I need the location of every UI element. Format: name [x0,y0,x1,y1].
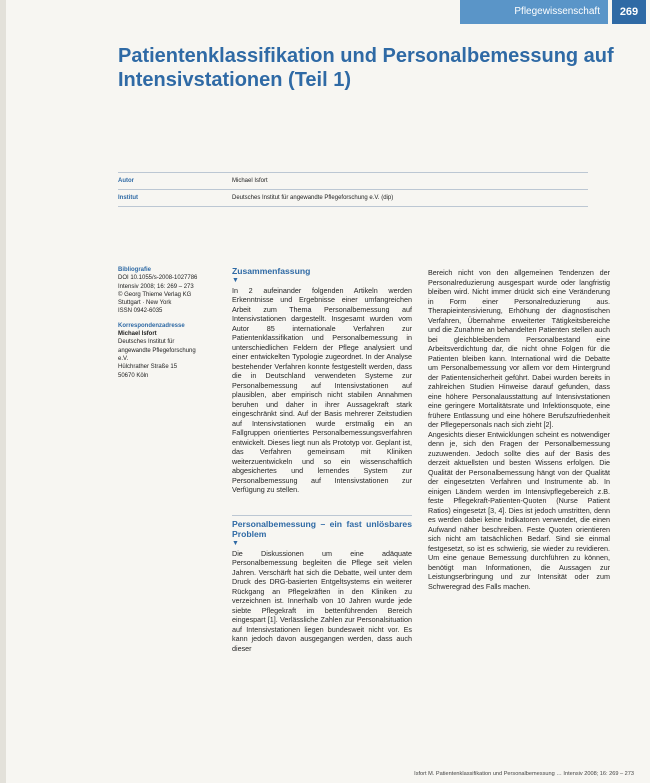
section-rule [232,515,412,516]
bibliography-heading: Bibliografie [118,267,152,273]
institute-value: Deutsches Institut für angewandte Pflegeforschung e.V. (dip) [232,195,394,201]
body-paragraph: Bereich nicht von den allgemeinen Tendenzen der Personalreduzierung ausgespart wurde oder langfristig bleiben wird. Nicht immer drückt sich eine Veränderung in Form einer Personalreduzierung aus. Therapieintensivierung, Erhöhung der diagnostischen Verfahren, Übernahme erweiterter Tätigkeitsbereiche und die Zunahme an behandelten Patienten stellen auch bei gleichbleibendem Personalbestand eine Arbeitsverdichtung dar, die nicht ohne Folgen für die Patienten bleiben kann. International wird die Debatte um Personalbemessung vor allem vor dem Hintergrund der Patientensicherheit geführt. Dabei wurden bereits in zahlreichen Studien Hinweise darauf gefunden, dass eine höhere Personalausstattung auf Intensivstationen eine geringere Mortalitätsrate und Infektionsquote, eine frühere Entlassung und eine höhere Berufszufriedenheit der Pflegepersonals nach sich zieht [2]. [428,268,610,429]
citation-footer: Isfort M. Patientenklassifikation und Personalbemessung … Intensiv 2008; 16: 269 – 273 [414,771,634,777]
triangle-marker-icon: ▼ [232,276,239,284]
summary-paragraph: In 2 aufeinander folgenden Artikeln werden Erkenntnisse und Ergebnisse einer umfangreichen Arbeit zum Thema Personalbemessung auf Intensivstationen dargestellt. Insgesamt wurden vom Autor 85 internationale Verfahren zur Patientenklassifikation und Personalbemessung in unterschiedlichen Feldern der Pflege analysiert und einer entwickelten Typologie zugeordnet. In der Analyse bestehender Verfahren konnte festgestellt werden, dass die in Deutschland verwendeten Systeme zur Personalbemessung auf Intensivstationen auf plausiblen, aber empirisch nicht stabilen Annahmen beruhen und daher in ihrer Aussagekraft stark eingeschränkt sind. Auf der Basis mehrerer Zeitstudien auf Intensivstationen wurde erstmalig ein an Fallgruppen orientiertes Personalbemessungsverfahren entwickelt. Dieses liegt nun als Prototyp vor. Geplant ist, das Verfahren gemeinsam mit Kliniken weiterzuentwickeln und so ein wissenschaftlich abgesichertes und lernendes System zur Personalbemessung auf Intensivstationen zur Verfügung zu stellen. [232,285,412,494]
correspondence-name: Michael Isfort [118,331,157,338]
author-label: Autor [118,178,134,184]
bibliography-line: Intensiv 2008; 16: 269 – 273 [118,283,194,290]
page-number: 269 [612,0,646,24]
bibliography-line: © Georg Thieme Verlag KG [118,291,192,298]
staffing-heading: Personalbemessung – ein fast unlösbares Problem [232,518,412,539]
section-header-bar [460,0,608,24]
bibliography-line: ISSN 0942-6035 [118,308,163,315]
correspondence-line: e.V. [118,355,129,362]
page-edge [0,0,6,783]
correspondence-line: 50670 Köln [118,372,149,379]
section-label: Pflegewissenschaft [514,6,600,17]
meta-top-rule [118,172,588,173]
text-column-1 [232,266,412,653]
summary-heading: Zusammenfassung [232,266,311,276]
triangle-marker-icon: ▼ [232,539,239,547]
meta-mid-rule [118,189,588,190]
correspondence-heading: Korrespondenzadresse [118,322,185,329]
article-sidebar [118,266,218,380]
body-paragraph: Angesichts dieser Entwicklungen scheint es notwendiger denn je, sich den Fragen der Personalbemessung zuzuwenden. Jedoch sollte dies auf der Basis des derzeit aktuellsten und besten Wissens erfolgen. Die Qualität der Personalbemessung hängt von der Qualität der eingesetzten Verfahren und Instrumente ab. In einigen Ländern werden im Intensivpflegebereich z.B. feste Pflegekraft-Patienten-Quoten (Nurse Patient Ratios) eingesetzt [3, 4]. Dies ist jedoch umstritten, denn es werden dabei keine Indikatoren verwendet, die einen Aufwand näher beschreiben. Feste Quoten orientieren sich nicht am tatsächlichen Bedarf. Sind sie einmal festgesetzt, so ist es schwierig, sie wieder zu revidieren. Um eine genaue Bemessung durchführen zu können, benötigt man Informationen, die Aussagen zur Leistungserbringung und zur Intensität oder zum Schweregrad des Falls machen. [428,429,610,591]
bibliography-line: DOI 10.1055/s-2008-1027786 [118,275,198,282]
article-title: Patientenklassifikation und Personalbemessung auf Intensivstationen (Teil 1) [118,45,614,91]
meta-bottom-rule [118,206,588,207]
correspondence-line: Hülchrather Straße 15 [118,364,178,371]
bibliography-line: Stuttgart · New York [118,300,172,307]
author-value: Michael Isfort [232,178,268,184]
institute-label: Institut [118,195,138,201]
correspondence-line: angewandte Pflegeforschung [118,347,196,354]
text-column-2 [428,268,610,591]
staffing-paragraph: Die Diskussionen um eine adäquate Personalbemessung begleiten die Pflege seit vielen Jahren. Verschärft hat sich die Debatte, weil unter dem Druck des DRG-basierten Entgeltsystems ein weiterer Rückgang an Pflegekräften in den Kliniken zu verzeichnen ist. Innerhalb von 10 Jahren wurde jede siebte Pflegekraft im bettenführenden Bereich eingespart [1]. Verlässliche Zahlen zur Personalsituation auf Intensivstationen liegen bundesweit nicht vor. Es kann jedoch davon ausgegangen werden, dass auch dieser [232,548,412,653]
correspondence-line: Deutsches Institut für [118,339,175,346]
